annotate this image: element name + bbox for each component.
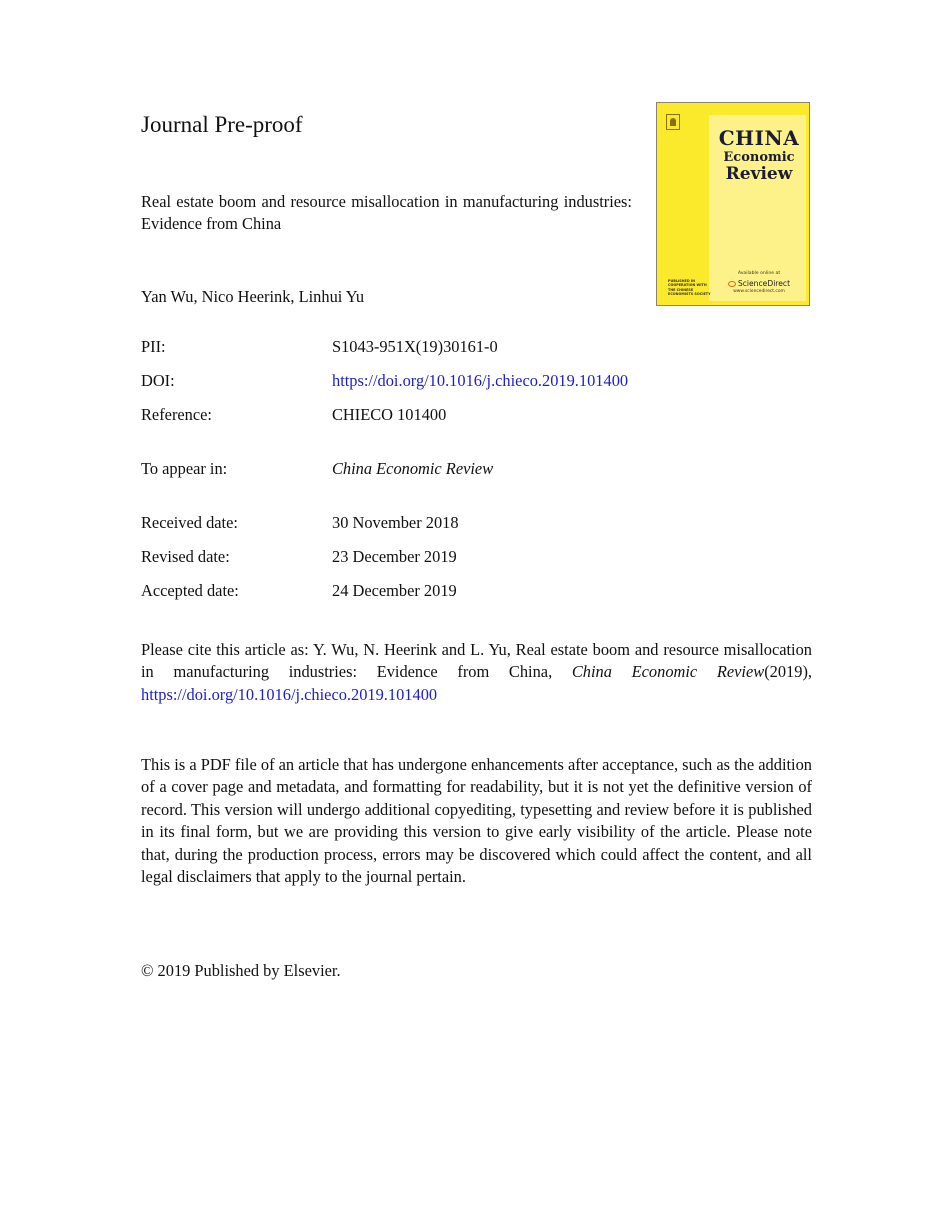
revised-row [141,546,457,568]
cover-available-text: Available online at [737,271,781,276]
appear-label: To appear in: [141,459,228,478]
accepted-row [141,580,457,602]
copyright-notice: © 2019 Published by Elsevier. [141,961,341,980]
doi-label: DOI: [141,371,175,390]
cover-title-review: Review [725,164,793,184]
disclaimer-paragraph: This is a PDF file of an article that has undergone enhancements after acceptance, such as the addition of a cover page and metadata, and formatting for readability, but it is not yet the definitive version of record. This version will undergo additional copyediting, typesetting and review before it is published in its final form, but we are providing this version to give early visibility of the article. Please note that, during the production process, errors may be discovered which could affect the content, and all legal disclaimers that apply to the journal pertain. [141,755,812,887]
journal-cover-image [656,102,810,306]
article-title: Real estate boom and resource misallocation in manufacturing industries: Evidence from China [141,192,632,233]
accepted-value: 24 December 2019 [332,581,457,600]
reference-value: CHIECO 101400 [332,405,447,424]
received-value: 30 November 2018 [332,513,459,532]
elsevier-tree-icon [666,114,680,130]
doi-row [141,370,628,392]
appear-journal: China Economic Review [332,459,494,478]
pii-row [141,336,498,358]
cover-title-china: CHINA [718,126,800,150]
accepted-label: Accepted date: [141,581,239,600]
citation-doi-link[interactable]: https://doi.org/10.1016/j.chieco.2019.101400 [141,684,438,704]
citation-year: (2019), [764,662,812,682]
cover-sciencedirect-label: ScienceDirect [737,279,791,288]
cover-publisher-note: PUBLISHED IN COOPERATION WITH THE CHINESE ECONOMISTS SOCIETY [668,279,711,297]
reference-row [141,404,446,426]
citation-prefix: Please cite this article as: Y. Wu, N. Heerink and L. Yu, Real estate boom and resource misallocation in manufacturing industries: Evidence from China, [141,640,812,682]
revised-label: Revised date: [141,547,230,566]
doi-link[interactable]: https://doi.org/10.1016/j.chieco.2019.101400 [332,371,629,390]
journal-pre-proof-heading: Journal Pre-proof [141,112,303,137]
reference-label: Reference: [141,405,212,424]
cover-url: www.sciencedirect.com [733,289,785,294]
revised-value: 23 December 2019 [332,547,457,566]
pii-value: S1043-951X(19)30161-0 [332,337,498,356]
pii-label: PII: [141,337,166,356]
citation-paragraph [141,639,812,706]
received-label: Received date: [141,513,238,532]
citation-journal: China Economic Review [571,662,765,682]
cover-sciencedirect [717,279,801,288]
sciencedirect-icon [728,281,736,287]
received-row [141,512,459,534]
article-authors: Yan Wu, Nico Heerink, Linhui Yu [141,287,365,306]
cover-title-economic: Economic [723,150,795,165]
appear-row [141,458,493,480]
